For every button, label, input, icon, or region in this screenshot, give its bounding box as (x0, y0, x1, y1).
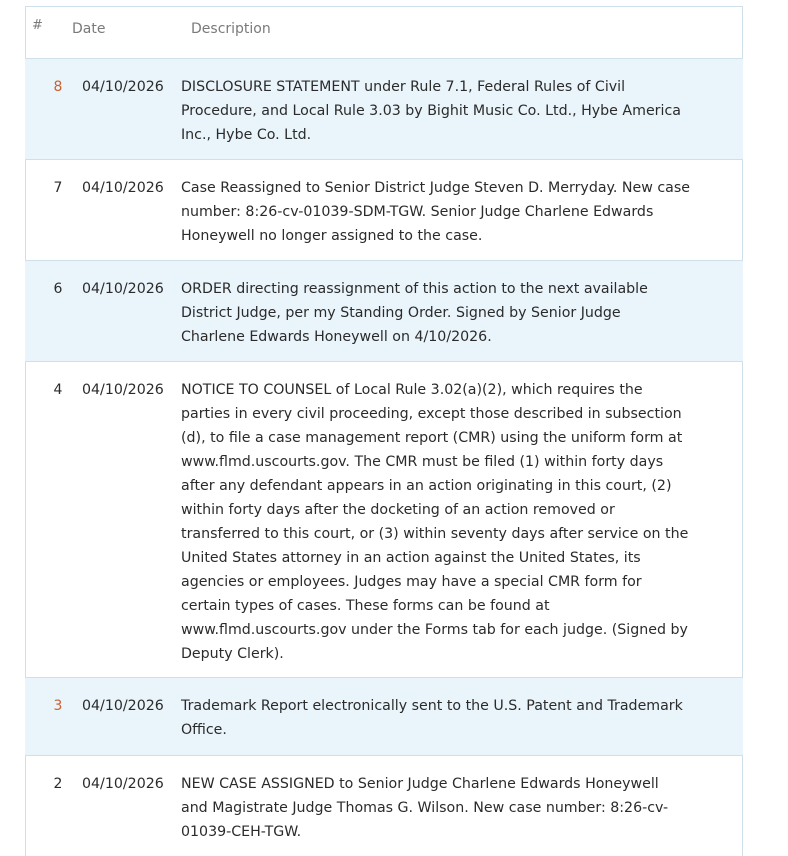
entry-description: Trademark Report electronically sent to the U.S. Patent and Trademark Office. (181, 698, 683, 738)
entry-description: NOTICE TO COUNSEL of Local Rule 3.02(a)(2), which requires the parties in every civil proceeding, except those described in subsection (d), to file a case management report (CMR) using the uniform form at www.flmd.uscourts.gov. The CMR must be filed (1) within forty days after any defendant appears in an action originating in this court, (2) within forty days after the docketing of an action removed or transferred to this court, or (3) within seventy days after service on the United States attorney in an action against the United States, its agencies or employees. Judges may have a special CMR form for certain types of cases. These forms can be found at www.flmd.uscourts.gov under the Forms tab for each judge. (Signed by Deputy Clerk). (181, 382, 689, 662)
entry-date: 04/10/2026 (82, 79, 164, 95)
header-date[interactable]: Date (72, 21, 106, 37)
table-header (0, 0, 788, 52)
entry-number: 2 (53, 776, 63, 792)
entry-date: 04/10/2026 (82, 698, 164, 714)
table-row[interactable] (25, 677, 743, 755)
entry-number: 4 (53, 382, 63, 398)
table-row[interactable] (25, 361, 743, 677)
docket-rows (25, 58, 743, 855)
entry-number: 6 (53, 281, 63, 297)
entry-description: DISCLOSURE STATEMENT under Rule 7.1, Federal Rules of Civil Procedure, and Local Rule 3.03 by Bighit Music Co. Ltd., Hybe America Inc., Hybe Co. Ltd. (181, 79, 681, 143)
entry-number[interactable]: 3 (53, 698, 63, 714)
header-number[interactable]: # (32, 18, 43, 33)
entry-date: 04/10/2026 (82, 281, 164, 297)
entry-description: ORDER directing reassignment of this action to the next available District Judge, per my Standing Order. Signed by Senior Judge Charlene Edwards Honeywell on 4/10/2026. (181, 281, 648, 345)
entry-description: NEW CASE ASSIGNED to Senior Judge Charlene Edwards Honeywell and Magistrate Judge Thomas G. Wilson. New case number: 8:26-cv- 01039-CEH-TGW. (181, 776, 669, 840)
table-row[interactable] (25, 755, 743, 855)
entry-date: 04/10/2026 (82, 776, 164, 792)
table-row[interactable] (25, 58, 743, 159)
entry-date: 04/10/2026 (82, 382, 164, 398)
entry-number: 7 (53, 180, 63, 196)
header-description[interactable]: Description (191, 21, 271, 37)
entry-number[interactable]: 8 (53, 79, 63, 95)
table-row[interactable] (25, 260, 743, 361)
table-row[interactable] (25, 159, 743, 260)
entry-description: Case Reassigned to Senior District Judge Steven D. Merryday. New case number: 8:26-cv-01039-SDM-TGW. Senior Judge Charlene Edwards Honeywell no longer assigned to the case. (181, 180, 690, 244)
entry-date: 04/10/2026 (82, 180, 164, 196)
